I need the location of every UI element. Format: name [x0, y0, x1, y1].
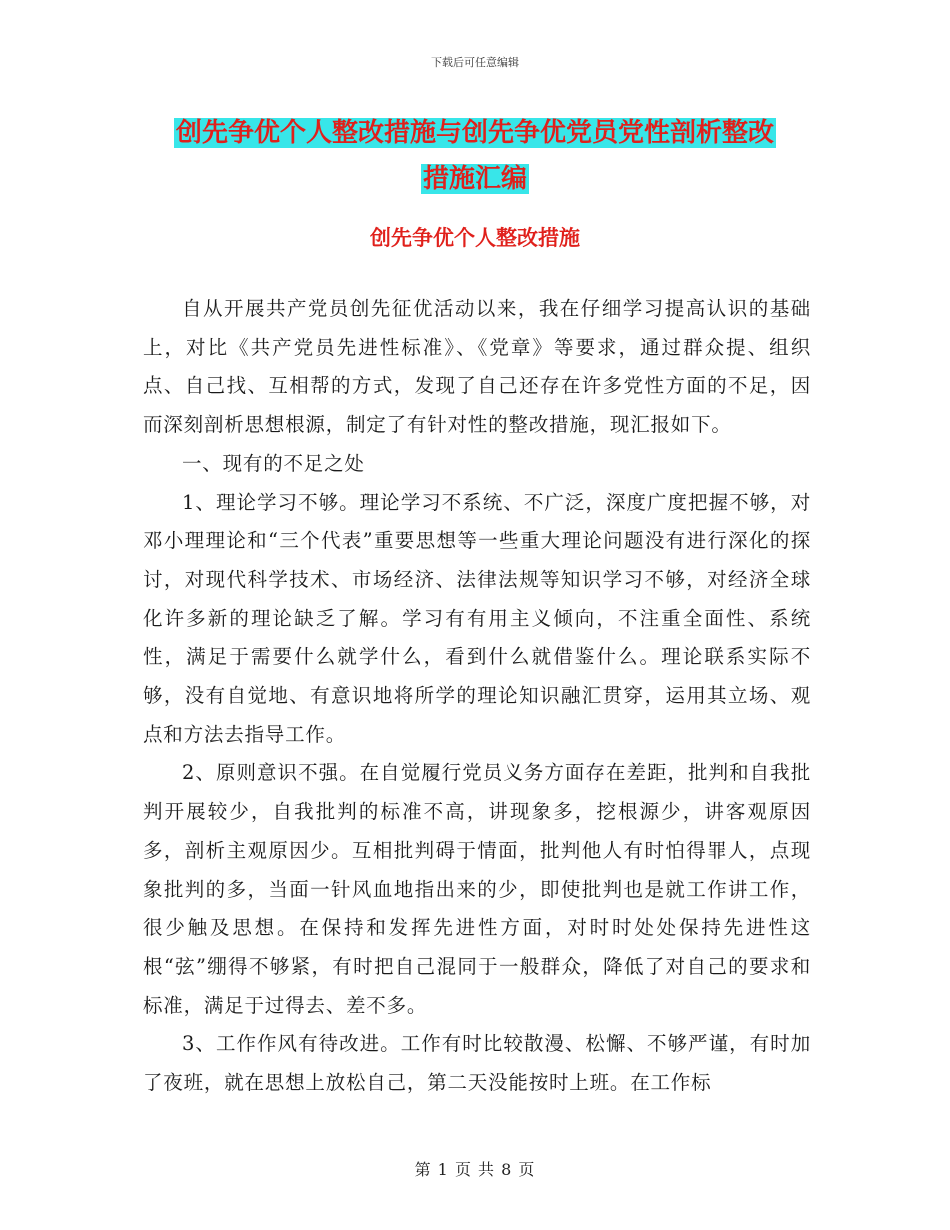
title-line-1: 创先争优个人整改措施与创先争优党员党性剖析整改	[175, 118, 774, 148]
document-body	[143, 290, 811, 1103]
paragraph-intro: 自从开展共产党员创先征优活动以来，我在仔细学习提高认识的基础上，对比《共产党员先进性标准》、《党章》等要求，通过群众提、组织点、自己找、互相帮的方式，发现了自己还存在许多党性方面的不足，因而深刻剖析思想根源，制定了有针对性的整改措施，现汇报如下。	[143, 297, 811, 437]
section-title: 创先争优个人整改措施	[370, 226, 580, 250]
paragraph-item-1: 1、理论学习不够。理论学习不系统、不广泛，深度广度把握不够，对邓小理理论和“三个代表”重要思想等一些重大理论问题没有进行深化的探讨，对现代科学技术、市场经济、法律法规等知识学习不够，对经济全球化许多新的理论缺乏了解。学习有有用主义倾向，不注重全面性、系统性，满足于需要什么就学什么，看到什么就借鉴什么。理论联系实际不够，没有自觉地、有意识地将所学的理论知识融汇贯穿，运用其立场、观点和方法去指导工作。	[143, 490, 811, 746]
document-title	[140, 110, 810, 202]
header-note: 下载后可任意编辑	[431, 56, 519, 69]
page-footer: 第 1 页 共 8 页	[414, 1160, 536, 1179]
paragraph-heading-shortcomings: 一、现有的不足之处	[182, 451, 365, 475]
paragraph-item-3: 3、工作作风有待改进。工作有时比较散漫、松懈、不够严谨，有时加了夜班，就在思想上放松自己，第二天没能按时上班。在工作标	[143, 1032, 811, 1095]
paragraph-item-2: 2、原则意识不强。在自觉履行党员义务方面存在差距，批判和自我批判开展较少，自我批判的标准不高，讲现象多，挖根源少，讲客观原因多，剖析主观原因少。互相批判碍于情面，批判他人有时怕得罪人，点现象批判的多，当面一针风血地指出来的少，即使批判也是就工作讲工作，很少触及思想。在保持和发挥先进性方面，对时时处处保持先进性这根“弦”绷得不够紧，有时把自己混同于一般群众，降低了对自己的要求和标准，满足于过得去、差不多。	[143, 761, 811, 1017]
title-line-2: 措施汇编	[422, 164, 527, 194]
